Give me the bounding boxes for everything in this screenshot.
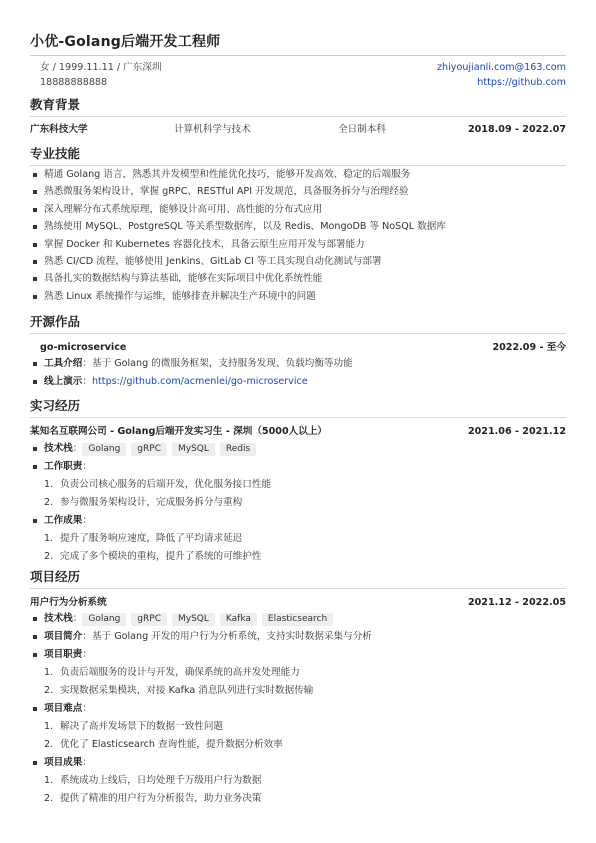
personal-info [40, 60, 162, 90]
list-item: 2. 优化了 Elasticsearch 查询性能，提升数据分析效率 [44, 739, 283, 750]
opensource-period: 2022.09 - 至今 [492, 342, 566, 353]
gender-birth-location: 女 / 1999.11.11 / 广东深圳 [40, 62, 162, 73]
list-item: 线上演示：https://github.com/acmenlei/go-microservice [30, 373, 566, 391]
internship-head [30, 424, 566, 439]
list-item: 熟悉微服务架构设计，掌握 gRPC、RESTful API 开发规范，具备服务拆分与治理经验 [30, 183, 566, 200]
section-title-skills: 专业技能 [30, 146, 81, 161]
tech-tag: Redis [220, 443, 256, 456]
list-item: 1. 解决了高并发场景下的数据一致性问题 [44, 721, 224, 732]
section-divider [30, 116, 566, 117]
demo-link[interactable]: https://github.com/acmenlei/go-microservice [91, 376, 308, 387]
list-item: 项目职责： [30, 646, 566, 664]
opensource-name: go-microservice [40, 342, 127, 353]
opensource-details [30, 355, 566, 391]
list-item: 掌握 Docker 和 Kubernetes 容器化技术，具备云原生应用开发与部署能力 [30, 236, 566, 253]
opensource-head [30, 340, 566, 355]
list-item: 1. 系统成功上线后，日均处理千万级用户行为数据 [44, 775, 262, 786]
education-period: 2018.09 - 2022.07 [467, 124, 566, 135]
list-item: 熟悉 CI/CD 流程，能够使用 Jenkins、GitLab CI 等工具实现自动化测试与部署 [30, 253, 566, 270]
tech-tag: Kafka [220, 613, 257, 626]
section-title-education: 教育背景 [30, 97, 81, 112]
tech-tag: gRPC [131, 613, 167, 626]
tech-tag: Elasticsearch [262, 613, 333, 626]
section-divider [30, 333, 566, 334]
list-item: 熟练使用 MySQL、PostgreSQL 等关系型数据库，以及 Redis、MongoDB 等 NoSQL 数据库 [30, 218, 566, 235]
major: 计算机科学与技术 [174, 124, 251, 135]
tech-tag: MySQL [172, 443, 215, 456]
resume-name: 小优-Golang后端开发工程师 [30, 34, 221, 50]
section-title-opensource: 开源作品 [30, 314, 81, 329]
list-item: 深入理解分布式系统原理，能够设计高可用、高性能的分布式应用 [30, 201, 566, 218]
project-period: 2021.12 - 2022.05 [467, 597, 566, 608]
github-link[interactable]: https://github.com [477, 77, 566, 88]
tech-tag: MySQL [172, 613, 215, 626]
section-divider [30, 588, 566, 589]
project-details [30, 610, 566, 808]
section-title-internship: 实习经历 [30, 398, 81, 413]
list-item: 1. 负责公司核心服务的后端开发，优化服务接口性能 [44, 479, 272, 490]
internship-details [30, 440, 566, 566]
internship-period: 2021.06 - 2021.12 [467, 426, 566, 437]
tech-stack: 技术栈： Golang gRPC MySQL Redis [30, 440, 566, 458]
list-item: 熟悉 Linux 系统操作与运维，能够排查并解决生产环境中的问题 [30, 288, 566, 305]
list-item: 工具介绍：基于 Golang 的微服务框架，支持服务发现、负载均衡等功能 [30, 355, 566, 373]
list-item: 工作职责： [30, 458, 566, 476]
list-item: 2. 实现数据采集模块，对接 Kafka 消息队列进行实时数据传输 [44, 685, 314, 696]
project-name: 用户行为分析系统 [30, 597, 107, 608]
list-item: 2. 提供了精准的用户行为分析报告，助力业务决策 [44, 793, 262, 804]
list-item: 1. 负责后端服务的设计与开发，确保系统的高并发处理能力 [44, 667, 300, 678]
list-item: 精通 Golang 语言，熟悉其并发模型和性能优化技巧，能够开发高效、稳定的后端服务 [30, 166, 566, 183]
list-item: 具备扎实的数据结构与算法基础，能够在实际项目中优化系统性能 [30, 270, 566, 287]
list-item: 2. 参与微服务架构设计，完成服务拆分与重构 [44, 497, 243, 508]
list-item: 1. 提升了服务响应速度，降低了平均请求延迟 [44, 533, 243, 544]
section-divider [30, 417, 566, 418]
tech-stack: 技术栈： Golang gRPC MySQL Kafka Elasticsearch [30, 610, 566, 628]
skills-list [30, 166, 566, 305]
email-link[interactable]: zhiyoujianli.com@163.com [436, 62, 566, 73]
section-title-project: 项目经历 [30, 569, 81, 584]
project-head [30, 595, 566, 610]
list-item: 工作成果： [30, 512, 566, 530]
school-name: 广东科技大学 [30, 124, 88, 135]
list-item: 项目简介：基于 Golang 开发的用户行为分析系统，支持实时数据采集与分析 [30, 628, 566, 646]
phone-number: 18888888888 [40, 77, 108, 88]
list-item: 项目难点： [30, 700, 566, 718]
tech-tag: gRPC [131, 443, 167, 456]
internship-company: 某知名互联网公司 - Golang后端开发实习生 - 深圳（5000人以上） [30, 426, 328, 437]
tech-tag: Golang [82, 613, 126, 626]
degree: 全日制本科 [338, 124, 386, 135]
list-item: 2. 完成了多个模块的重构，提升了系统的可维护性 [44, 551, 262, 562]
tech-tag: Golang [82, 443, 126, 456]
contact-links [437, 60, 566, 90]
education-row [30, 124, 566, 138]
list-item: 项目成果： [30, 754, 566, 772]
header-divider [30, 55, 566, 56]
